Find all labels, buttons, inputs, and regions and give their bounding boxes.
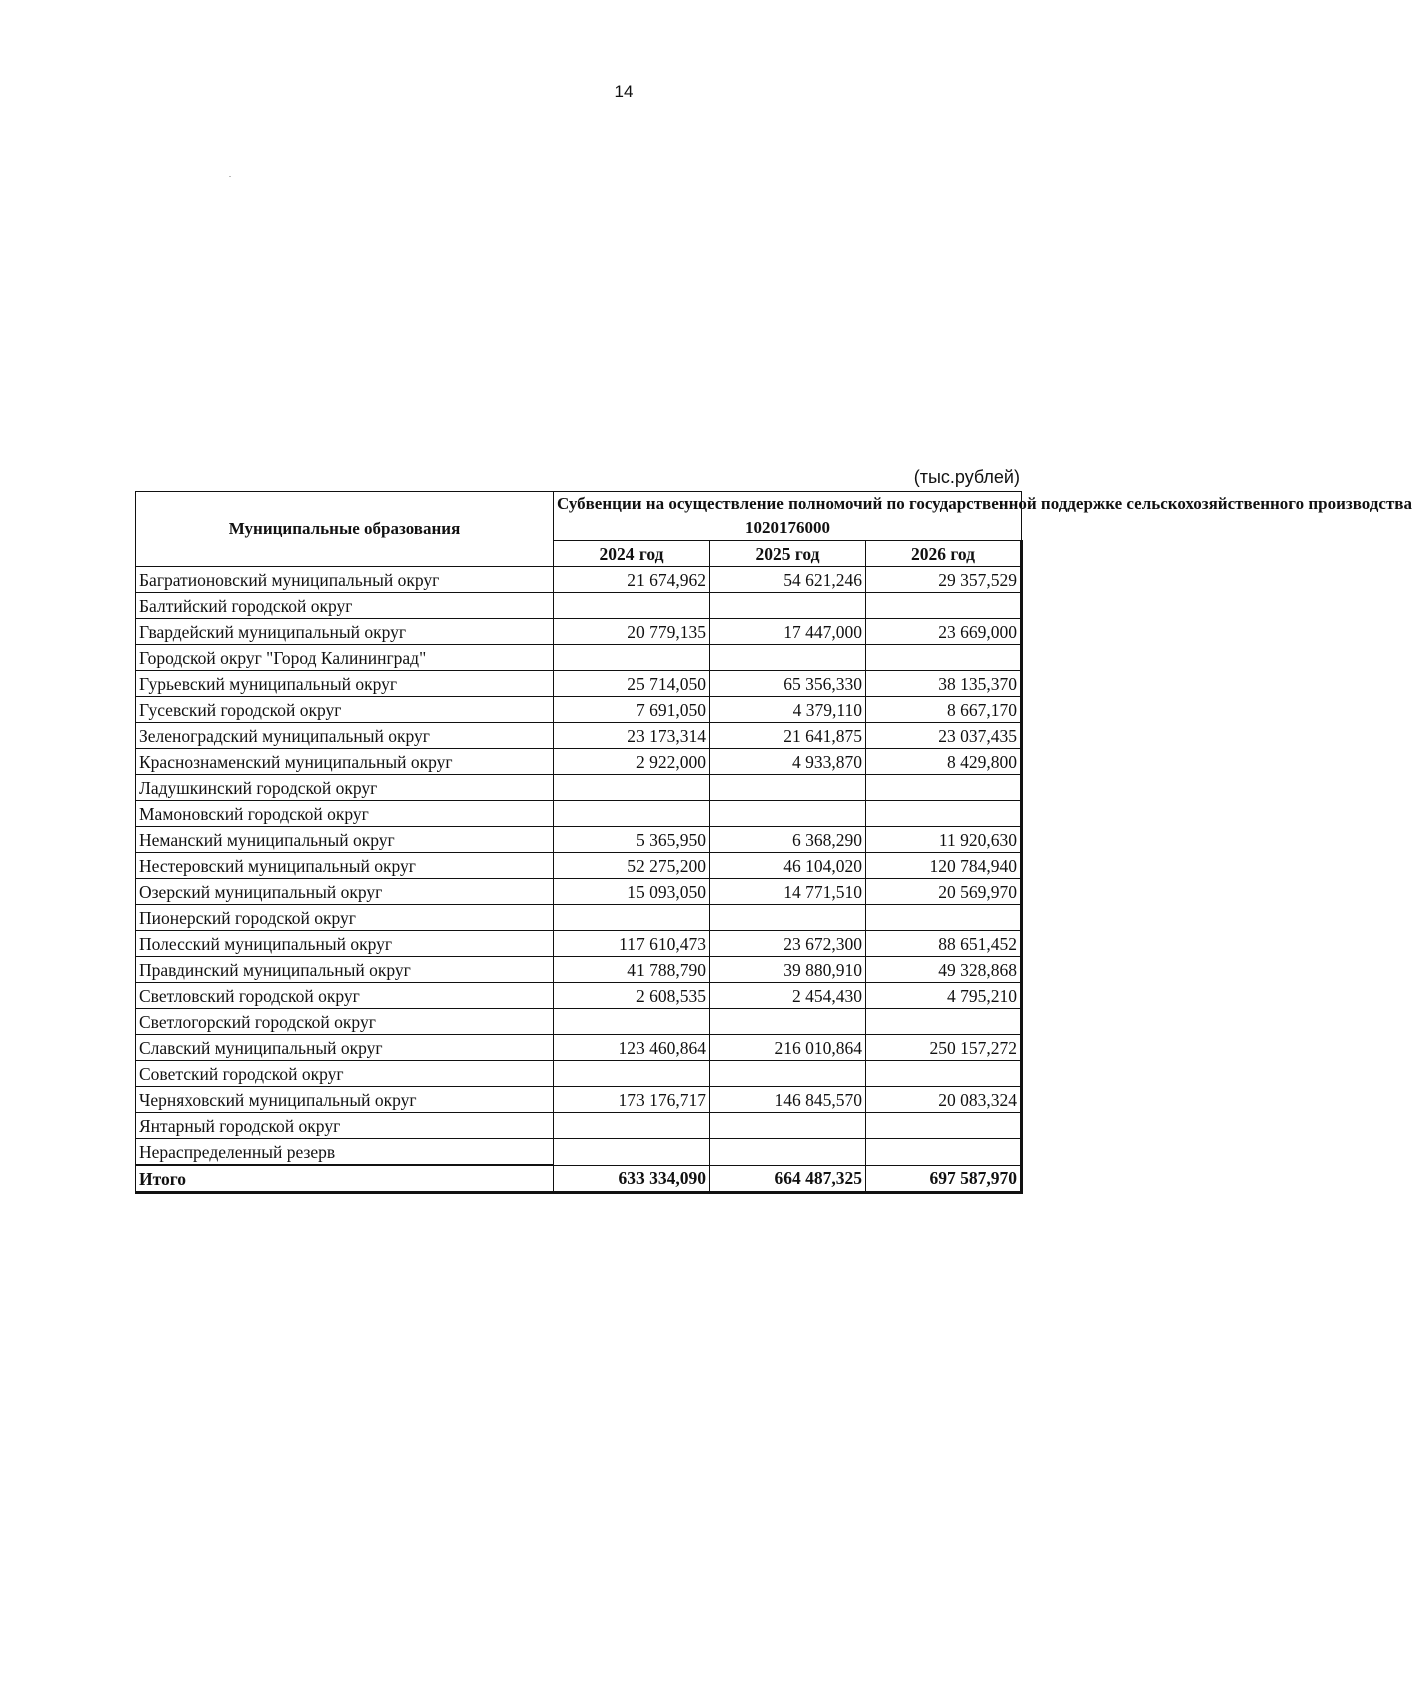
header-subvention-title — [554, 492, 1412, 541]
value-cell — [554, 1009, 710, 1035]
value-cell — [554, 775, 710, 801]
table-row — [136, 671, 1022, 697]
value-cell — [866, 801, 1022, 827]
value-cell: 23 672,300 — [710, 931, 866, 957]
municipality-name: Багратионовский муниципальный округ — [136, 567, 554, 593]
value-cell: 46 104,020 — [710, 853, 866, 879]
table-row — [136, 801, 1022, 827]
value-cell — [710, 1139, 866, 1166]
value-cell: 39 880,910 — [710, 957, 866, 983]
value-cell: 2 922,000 — [554, 749, 710, 775]
value-cell: 17 447,000 — [710, 619, 866, 645]
header-code: 1020176000 — [745, 518, 830, 537]
table-row — [136, 1113, 1022, 1139]
value-cell: 20 083,324 — [866, 1087, 1022, 1113]
value-cell: 20 569,970 — [866, 879, 1022, 905]
header-municipalities: Муниципальные образования — [136, 492, 554, 567]
scan-speck — [229, 176, 231, 177]
table-row — [136, 619, 1022, 645]
table-row — [136, 1087, 1022, 1113]
table-row — [136, 1035, 1022, 1061]
value-cell: 14 771,510 — [710, 879, 866, 905]
value-cell: 11 920,630 — [866, 827, 1022, 853]
total-label: Итого — [136, 1165, 554, 1193]
municipality-name: Нераспределенный резерв — [136, 1139, 554, 1166]
value-cell — [710, 1113, 866, 1139]
value-cell: 15 093,050 — [554, 879, 710, 905]
value-cell — [554, 801, 710, 827]
value-cell: 8 667,170 — [866, 697, 1022, 723]
table-row — [136, 749, 1022, 775]
value-cell — [866, 1113, 1022, 1139]
municipality-name: Нестеровский муниципальный округ — [136, 853, 554, 879]
table-row — [136, 853, 1022, 879]
table-row — [136, 697, 1022, 723]
table-row — [136, 1061, 1022, 1087]
municipality-name: Советский городской округ — [136, 1061, 554, 1087]
value-cell: 54 621,246 — [710, 567, 866, 593]
value-cell: 117 610,473 — [554, 931, 710, 957]
municipality-name: Мамоновский городской округ — [136, 801, 554, 827]
value-cell: 4 795,210 — [866, 983, 1022, 1009]
value-cell: 120 784,940 — [866, 853, 1022, 879]
value-cell — [866, 593, 1022, 619]
total-value-cell: 697 587,970 — [866, 1165, 1022, 1193]
table-row — [136, 957, 1022, 983]
value-cell: 2 454,430 — [710, 983, 866, 1009]
value-cell — [554, 645, 710, 671]
municipality-name: Светловский городской округ — [136, 983, 554, 1009]
municipality-name: Черняховский муниципальный округ — [136, 1087, 554, 1113]
table-row — [136, 723, 1022, 749]
value-cell — [866, 645, 1022, 671]
value-cell — [554, 593, 710, 619]
units-label: (тыс.рублей) — [913, 467, 1020, 487]
value-cell — [710, 593, 866, 619]
value-cell: 23 037,435 — [866, 723, 1022, 749]
municipality-name: Ладушкинский городской округ — [136, 775, 554, 801]
table-row — [136, 645, 1022, 671]
municipality-name: Неманский муниципальный округ — [136, 827, 554, 853]
value-cell: 21 641,875 — [710, 723, 866, 749]
value-cell: 65 356,330 — [710, 671, 866, 697]
value-cell: 21 674,962 — [554, 567, 710, 593]
value-cell: 29 357,529 — [866, 567, 1022, 593]
total-value-cell: 664 487,325 — [710, 1165, 866, 1193]
value-cell: 25 714,050 — [554, 671, 710, 697]
value-cell: 52 275,200 — [554, 853, 710, 879]
value-cell: 49 328,868 — [866, 957, 1022, 983]
municipality-name: Гурьевский муниципальный округ — [136, 671, 554, 697]
subvention-table — [135, 491, 1412, 1194]
municipality-name: Светлогорский городской округ — [136, 1009, 554, 1035]
table-row — [136, 567, 1022, 593]
value-cell: 7 691,050 — [554, 697, 710, 723]
value-cell — [554, 1139, 710, 1166]
value-cell: 6 368,290 — [710, 827, 866, 853]
year-header-2025: 2025 год — [710, 541, 866, 567]
municipality-name: Балтийский городской округ — [136, 593, 554, 619]
municipality-name: Пионерский городской округ — [136, 905, 554, 931]
value-cell: 146 845,570 — [710, 1087, 866, 1113]
value-cell — [710, 801, 866, 827]
value-cell — [866, 1009, 1022, 1035]
header-row — [136, 492, 1022, 541]
municipality-name: Полесский муниципальный округ — [136, 931, 554, 957]
value-cell: 4 933,870 — [710, 749, 866, 775]
value-cell: 8 429,800 — [866, 749, 1022, 775]
table-row — [136, 593, 1022, 619]
table-row — [136, 827, 1022, 853]
value-cell: 38 135,370 — [866, 671, 1022, 697]
value-cell: 173 176,717 — [554, 1087, 710, 1113]
value-cell: 216 010,864 — [710, 1035, 866, 1061]
municipality-name: Гвардейский муниципальный округ — [136, 619, 554, 645]
table-row — [136, 905, 1022, 931]
municipality-name: Зеленоградский муниципальный округ — [136, 723, 554, 749]
value-cell — [554, 905, 710, 931]
header-title-text: Субвенции на осуществление полномочий по государственной поддержке сельскохозяйственного производства — [557, 494, 1412, 513]
value-cell: 4 379,110 — [710, 697, 866, 723]
value-cell: 20 779,135 — [554, 619, 710, 645]
value-cell: 41 788,790 — [554, 957, 710, 983]
table-row — [136, 931, 1022, 957]
total-value-cell: 633 334,090 — [554, 1165, 710, 1193]
table-row — [136, 879, 1022, 905]
value-cell: 23 669,000 — [866, 619, 1022, 645]
table-row — [136, 775, 1022, 801]
municipality-name: Гусевский городской округ — [136, 697, 554, 723]
year-header-2026: 2026 год — [866, 541, 1022, 567]
value-cell — [866, 775, 1022, 801]
municipality-name: Озерский муниципальный округ — [136, 879, 554, 905]
page-number: 14 — [614, 82, 634, 101]
value-cell: 88 651,452 — [866, 931, 1022, 957]
value-cell — [710, 1061, 866, 1087]
table-row — [136, 983, 1022, 1009]
municipality-name: Городской округ "Город Калининград" — [136, 645, 554, 671]
value-cell — [554, 1113, 710, 1139]
value-cell — [710, 905, 866, 931]
value-cell: 23 173,314 — [554, 723, 710, 749]
table-row — [136, 1139, 1022, 1166]
year-header-2024: 2024 год — [554, 541, 710, 567]
value-cell — [710, 1009, 866, 1035]
value-cell — [866, 905, 1022, 931]
municipality-name: Янтарный городской округ — [136, 1113, 554, 1139]
municipality-name: Краснознаменский муниципальный округ — [136, 749, 554, 775]
value-cell: 123 460,864 — [554, 1035, 710, 1061]
municipality-name: Правдинский муниципальный округ — [136, 957, 554, 983]
value-cell — [710, 775, 866, 801]
value-cell: 250 157,272 — [866, 1035, 1022, 1061]
value-cell — [710, 645, 866, 671]
value-cell — [866, 1139, 1022, 1166]
total-row — [136, 1165, 1022, 1193]
municipality-name: Славский муниципальный округ — [136, 1035, 554, 1061]
value-cell: 2 608,535 — [554, 983, 710, 1009]
value-cell — [554, 1061, 710, 1087]
value-cell — [866, 1061, 1022, 1087]
value-cell: 5 365,950 — [554, 827, 710, 853]
table-row — [136, 1009, 1022, 1035]
